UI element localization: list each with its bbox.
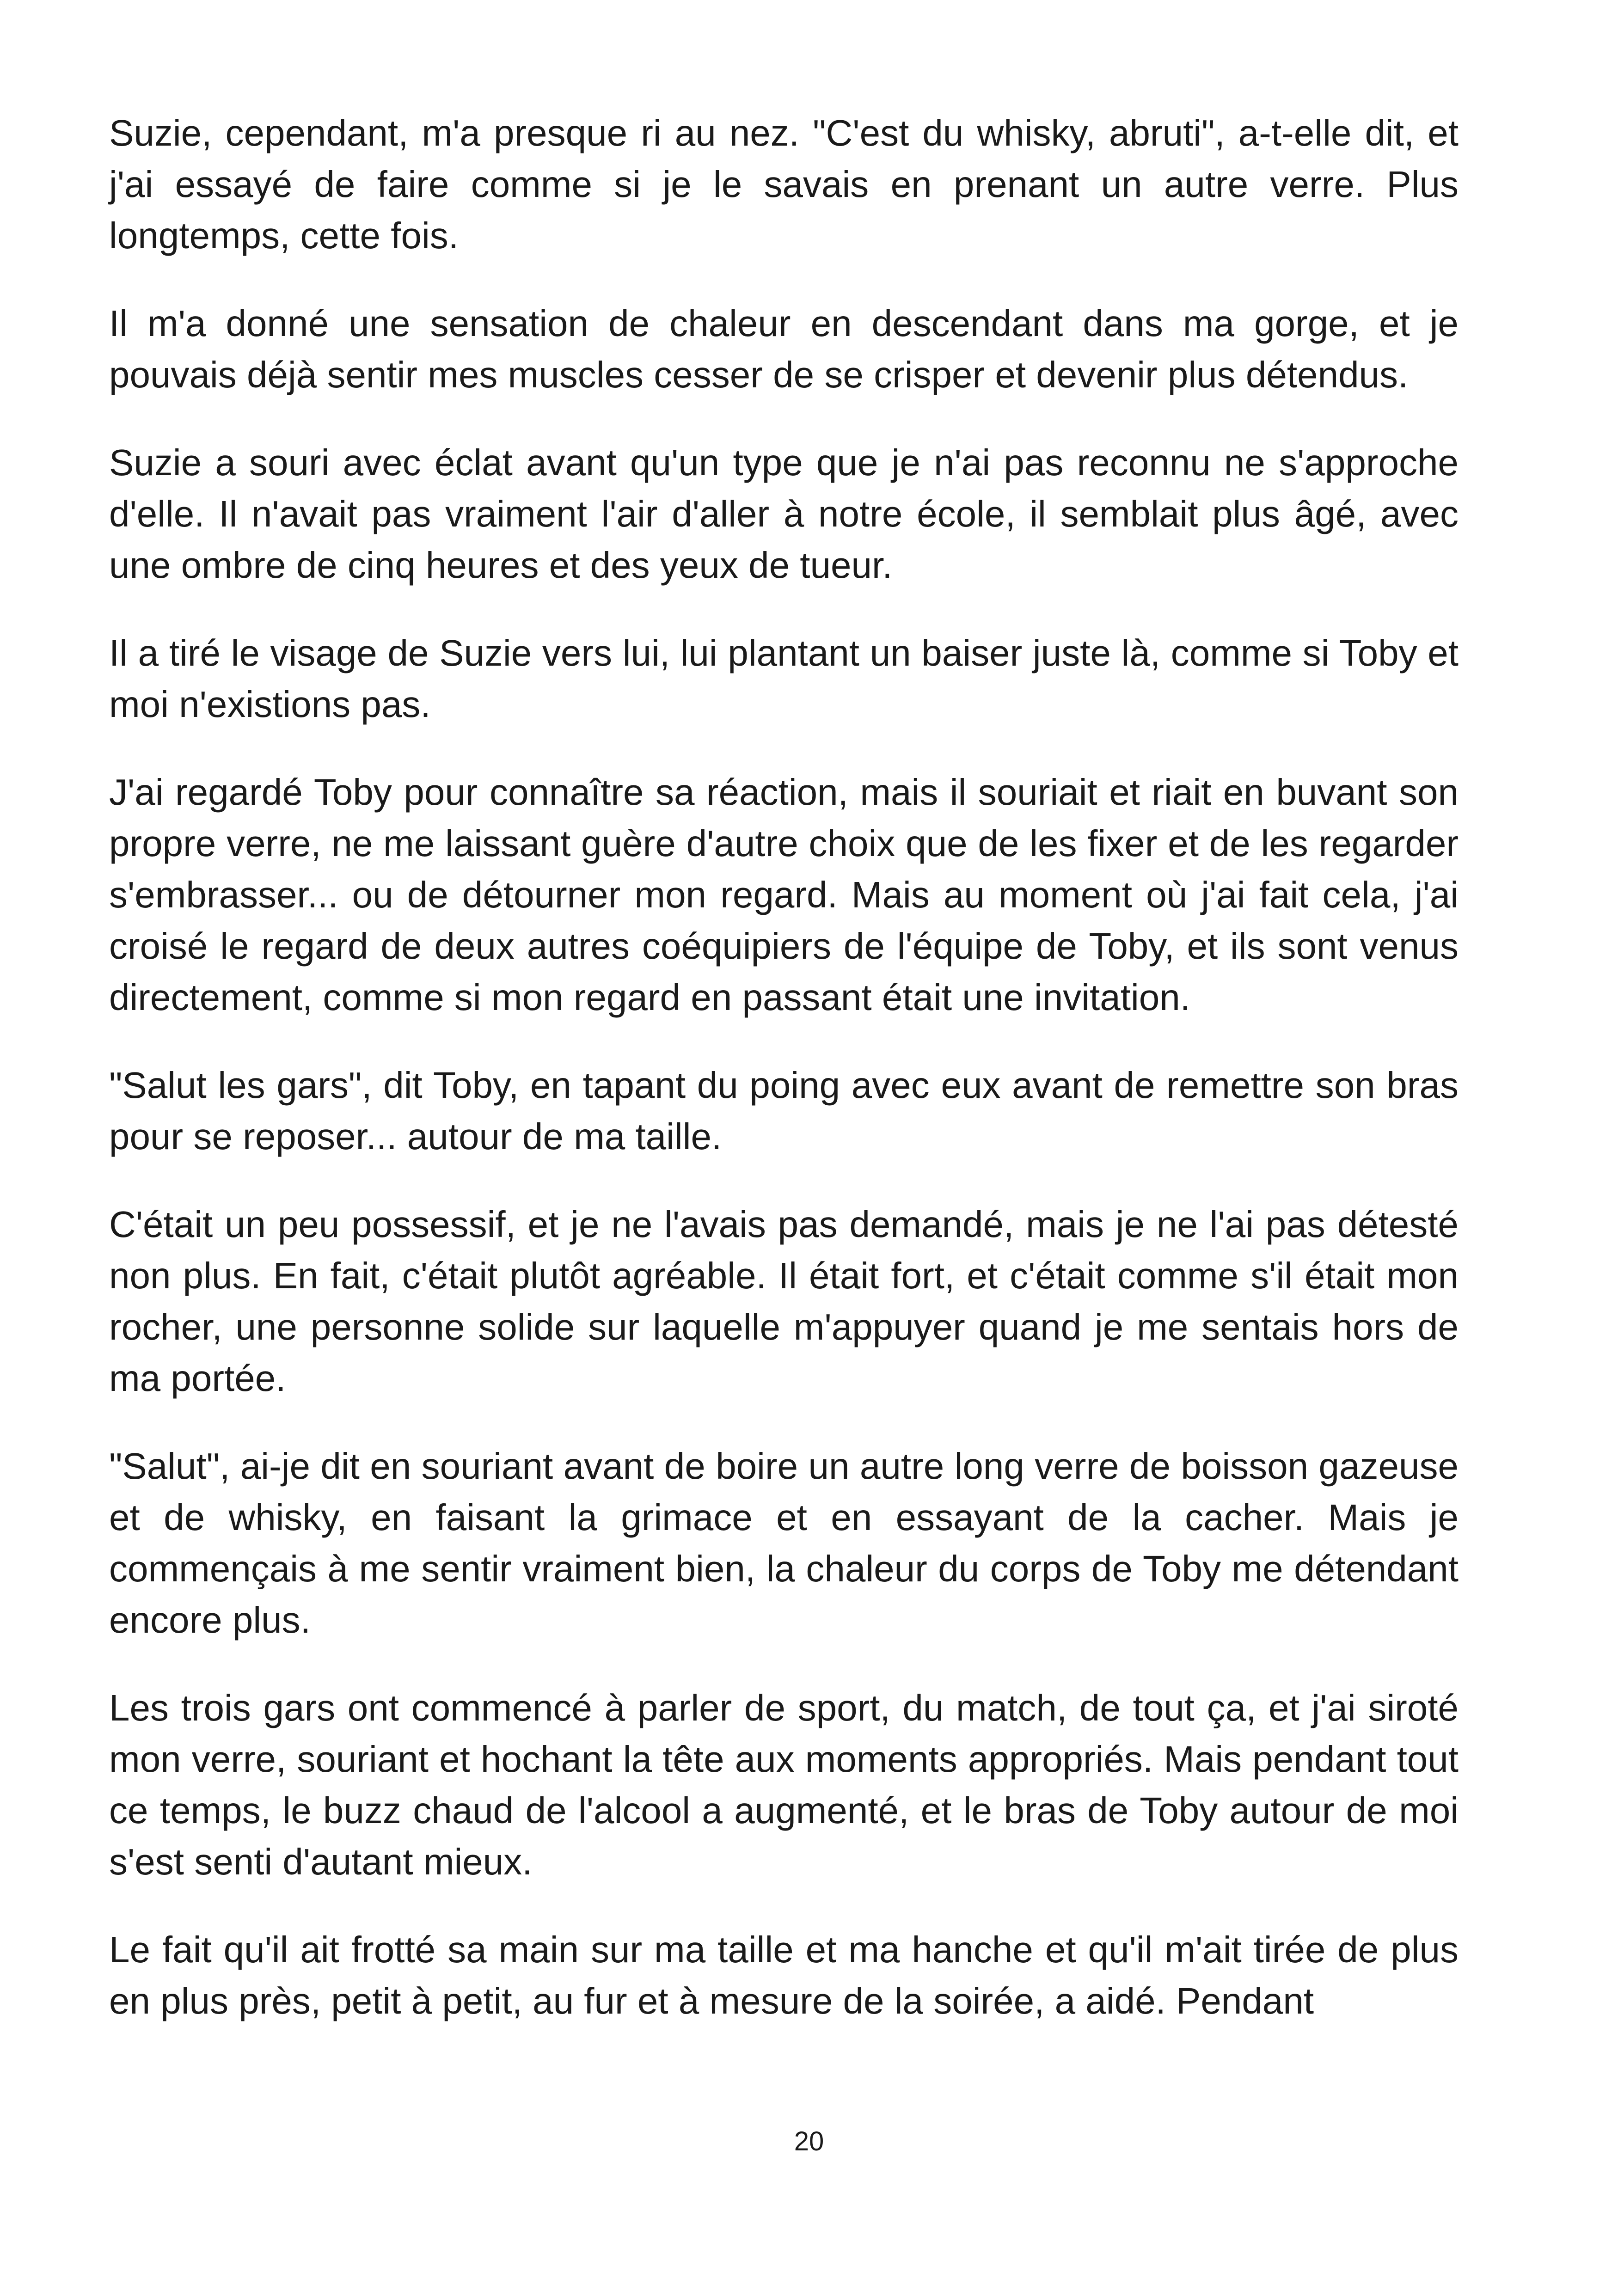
paragraph: J'ai regardé Toby pour connaître sa réaction, mais il souriait et riait en buvant son propre verre, ne me laissant guère d'autre choix que de les fixer et de les regarder s'embrasser... ou de détourner mon regard. Mais au moment où j'ai fait cela, j'ai croisé le regard de deux autres coéquipiers de l'équipe de Toby, et ils sont venus directement, comme si mon regard en passant était une invitation. (109, 771, 1459, 1018)
paragraph: C'était un peu possessif, et je ne l'avais pas demandé, mais je ne l'ai pas détesté non plus. En fait, c'était plutôt agréable. Il était fort, et c'était comme s'il était mon rocher, une personne solide sur laquelle m'appuyer quand je me sentais hors de ma portée. (109, 1204, 1459, 1399)
paragraph: "Salut les gars", dit Toby, en tapant du poing avec eux avant de remettre son bras pour se reposer... autour de ma taille. (109, 1065, 1459, 1157)
paragraph: Suzie, cependant, m'a presque ri au nez. "C'est du whisky, abruti", a-t-elle dit, et j'ai essayé de faire comme si je le savais en prenant un autre verre. Plus longtemps, cette fois. (109, 112, 1459, 256)
body-text (109, 107, 1459, 2027)
paragraph: Les trois gars ont commencé à parler de sport, du match, de tout ça, et j'ai siroté mon verre, souriant et hochant la tête aux moments appropriés. Mais pendant tout ce temps, le buzz chaud de l'alcool a augmenté, et le bras de Toby autour de moi s'est senti d'autant mieux. (109, 1687, 1459, 1882)
paragraph: "Salut", ai-je dit en souriant avant de boire un autre long verre de boisson gazeuse et de whisky, en faisant la grimace et en essayant de la cacher. Mais je commençais à me sentir vraiment bien, la chaleur du corps de Toby me détendant encore plus. (109, 1445, 1459, 1641)
paragraph: Suzie a souri avec éclat avant qu'un type que je n'ai pas reconnu ne s'approche d'elle. Il n'avait pas vraiment l'air d'aller à notre école, il semblait plus âgé, avec une ombre de cinq heures et des yeux de tueur. (109, 442, 1459, 586)
paragraph: Il a tiré le visage de Suzie vers lui, lui plantant un baiser juste là, comme si Toby et moi n'existions pas. (109, 632, 1459, 725)
paragraph: Il m'a donné une sensation de chaleur en descendant dans ma gorge, et je pouvais déjà sentir mes muscles cesser de se crisper et devenir plus détendus. (109, 303, 1459, 395)
page-number: 20 (794, 2126, 824, 2156)
paragraph: Le fait qu'il ait frotté sa main sur ma taille et ma hanche et qu'il m'ait tirée de plus en plus près, petit à petit, au fur et à mesure de la soirée, a aidé. Pendant (109, 1929, 1459, 2021)
